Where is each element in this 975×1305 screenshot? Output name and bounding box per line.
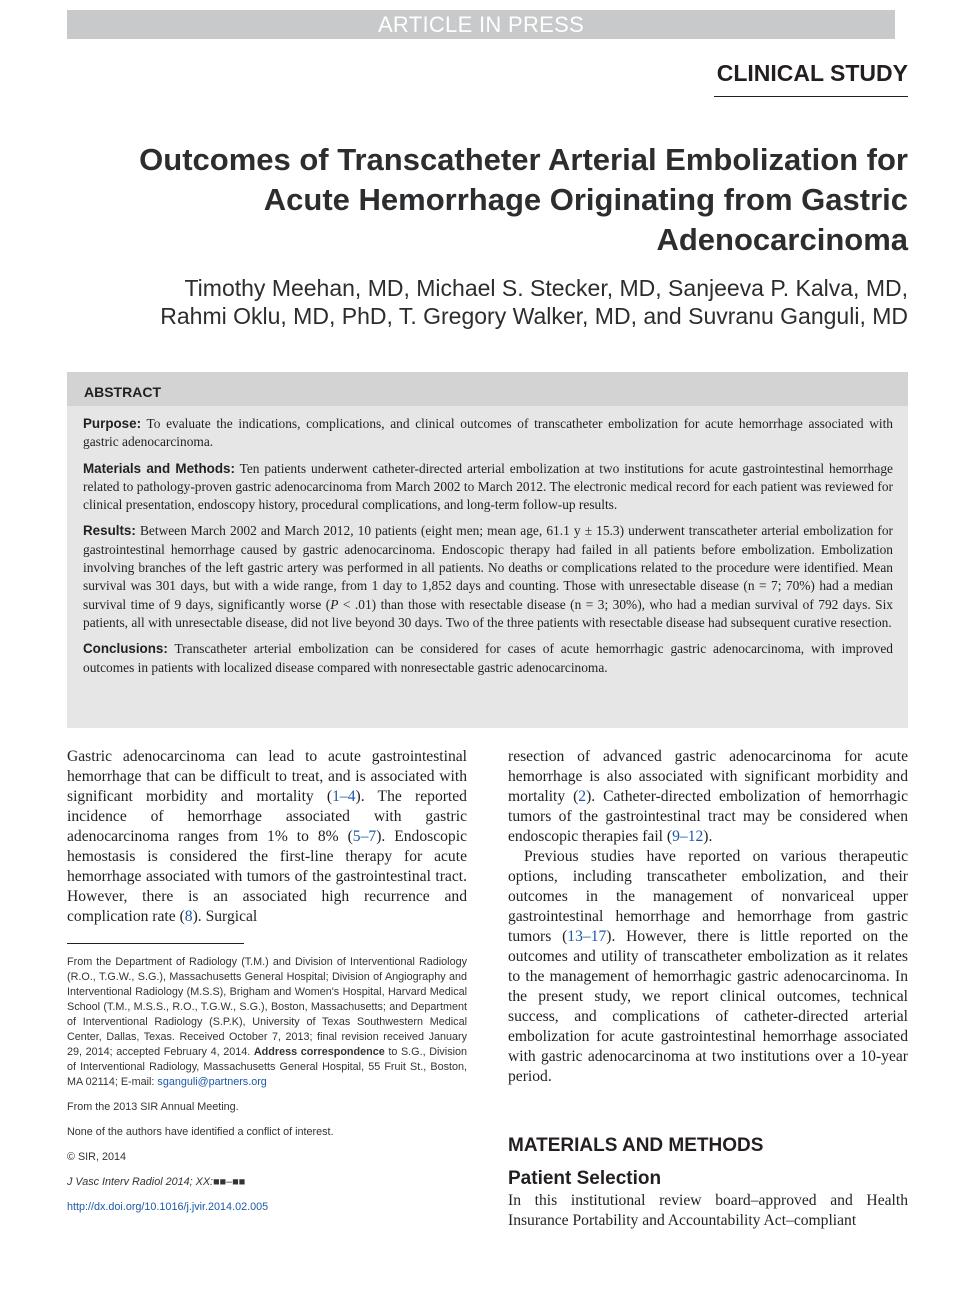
reference-link[interactable]: 5–7: [352, 828, 377, 845]
footnote-rule: [67, 943, 244, 944]
intro-text: ).: [703, 828, 713, 845]
doi-link[interactable]: http://dx.doi.org/10.1016/j.jvir.2014.02.005: [67, 1201, 269, 1213]
intro-paragraph-2: [508, 847, 908, 1087]
results-text-b: < .01) than those with resectable disease (n = 3; 30%), who had a median survival of 792 days. Six patients, all with unresectable disease, did not live beyond 30 days. Two of the three patients with resectable disease had subsequent curative resection.: [83, 596, 893, 630]
body-column-left: [67, 747, 467, 927]
author-list: [67, 274, 908, 330]
intro-text: Gastric adenocarcinoma can lead to acute gastrointestinal hemorrhage that can be difficult to treat, and is associated with significant morbidity and mortality (: [67, 748, 467, 805]
intro-paragraph-1: [67, 747, 467, 927]
intro-text: ). The reported incidence of hemorrhage associated with gastric adenocarcinoma ranges from 1% to 8% (: [67, 788, 467, 845]
intro-text: ). Surgical: [192, 908, 258, 925]
results-label: Results:: [83, 523, 136, 539]
author-line-1: Timothy Meehan, MD, Michael S. Stecker, MD, Sanjeeva P. Kalva, MD,: [184, 275, 908, 301]
correspondence-text: to S.G., Division of Interventional Radiology, Massachusetts General Hospital, 55 Fruit St., Boston, MA 02114; E-mail:: [67, 1046, 468, 1088]
author-line-2: Rahmi Oklu, MD, PhD, T. Gregory Walker, MD, and Suvranu Ganguli, MD: [160, 303, 908, 329]
reference-link[interactable]: 8: [184, 908, 193, 925]
article-title: Outcomes of Transcatheter Arterial Embolization for Acute Hemorrhage Originating from Gastric Adenocarcinoma: [139, 142, 908, 257]
footnote-copyright: © SIR, 2014: [67, 1151, 126, 1163]
purpose-label: Purpose:: [83, 416, 142, 431]
results-p-symbol: P: [330, 596, 339, 612]
intro-paragraph-1-cont: [508, 747, 908, 847]
abstract-conclusions: [83, 640, 893, 677]
intro-text: ). Endoscopic hemostasis is considered the first-line therapy for acute hemorrhage associated with tumors of the gastrointestinal tract. However, there is an associated high recurrence and complication rate (: [67, 828, 467, 925]
footnotes: [67, 955, 467, 1225]
footnote-conflict: None of the authors have identified a conflict of interest.: [67, 1126, 334, 1138]
footnote-meeting: From the 2013 SIR Annual Meeting.: [67, 1101, 239, 1113]
methods-text: Ten patients underwent catheter-directed arterial embolization at two institutions for acute gastrointestinal hemorrhage related to pathology-proven gastric adenocarcinoma from March 2002 to March 2012. The electronic medical record for each patient was reviewed for clinical presentation, endoscopy history, procedural complications, and long-term follow-up results.: [83, 460, 893, 513]
article-in-press-banner: ARTICLE IN PRESS: [67, 10, 895, 39]
abstract-body: [83, 415, 893, 685]
patient-selection-heading: Patient Selection: [508, 1168, 662, 1189]
conclusions-text: Transcatheter arterial embolization can be considered for cases of acute hemorrhagic gastric adenocarcinoma, with improved outcomes in patients with localized disease compared with nonresectable gastric adenocarcinoma.: [83, 641, 893, 675]
intro-text: resection of advanced gastric adenocarcinoma for acute hemorrhage is also associated with significant morbidity and mortality (: [508, 748, 908, 805]
results-text-a: Between March 2002 and March 2012, 10 patients (eight men; mean age, 61.1 y ± 15.3) underwent transcatheter arterial embolization for gastrointestinal hemorrhage caused by gastric adenocarcinoma. Endoscopic therapy had failed in all patients before embolization. Embolization involving branches of the left gastric artery was performed in all patients. No deaths or complications related to the procedure were identified. Mean survival was 301 days, but with a wide range, from 1 day to 1,852 days and counting. Those with unresectable disease (n = 7; 70%) had a median survival time of 9 days, significantly worse (: [83, 523, 893, 612]
reference-link[interactable]: 1–4: [332, 788, 356, 805]
purpose-text: To evaluate the indications, complications, and clinical outcomes of transcatheter embolization for acute hemorrhage associated with gastric adenocarcinoma.: [83, 416, 893, 450]
reference-link[interactable]: 9–12: [672, 828, 704, 845]
materials-methods-heading: MATERIALS AND METHODS: [508, 1135, 764, 1156]
intro-text: ). However, there is little reported on the outcomes and utility of transcatheter embolization as it relates to the management of hemorrhagic gastric adenocarcinoma. In the present study, we report clinical outcomes, technical success, and complications of catheter-directed arterial embolization for acute gastrointestinal hemorrhage associated with gastric adenocarcinoma at two institutions over a 10-year period.: [508, 928, 908, 1085]
conclusions-label: Conclusions:: [83, 641, 168, 657]
abstract-results: [83, 522, 893, 632]
reference-link[interactable]: 13–17: [567, 928, 607, 945]
footnote-journal: [67, 1175, 467, 1190]
methods-label: Materials and Methods:: [83, 460, 235, 476]
intro-text: Previous studies have reported on various therapeutic options, including transcatheter embolization, and their outcomes in the management of nonvariceal upper gastrointestinal hemorrhage and hemorrhage from gastric tumors (: [508, 848, 908, 945]
email-link[interactable]: sganguli@partners.org: [157, 1076, 267, 1088]
abstract-header-band: [67, 372, 908, 406]
body-column-right: [508, 747, 908, 1087]
intro-text: ). Catheter-directed embolization of hemorrhagic tumors of the gastrointestinal tract may be considered when endoscopic therapies fail (: [508, 788, 908, 845]
correspondence-label: Address correspondence: [253, 1046, 385, 1058]
journal-citation: J Vasc Interv Radiol 2014; XX:■■–■■: [67, 1176, 246, 1188]
section-rule: [714, 96, 908, 97]
affiliation-text: From the Department of Radiology (T.M.) and Division of Interventional Radiology (R.O., T.G.W., S.G.), Massachusetts General Hospital; Division of Angiography and Interventional Radiology (M.S.S), Brigham and Women's Hospital, Harvard Medical School (T.M., M.S.S., R.O., T.G.W., S.G.), Boston, Massachusetts; and Department of Interventional Radiology (S.P.K), University of Texas Southwestern Medical Center, Dallas, Texas. Received October 7, 2013; final revision received January 29, 2014; accepted February 4, 2014.: [67, 956, 467, 1058]
abstract-purpose: [83, 415, 893, 452]
section-label: CLINICAL STUDY: [716, 60, 908, 86]
abstract-methods: [83, 460, 893, 515]
footnote-doi: [67, 1200, 467, 1215]
footnote-affiliation: [67, 955, 467, 1090]
abstract-heading: ABSTRACT: [84, 384, 161, 400]
patient-selection-text: In this institutional review board–approved and Health Insurance Portability and Accountability Act–compliant: [508, 1192, 908, 1229]
reference-link[interactable]: 2: [578, 788, 587, 805]
